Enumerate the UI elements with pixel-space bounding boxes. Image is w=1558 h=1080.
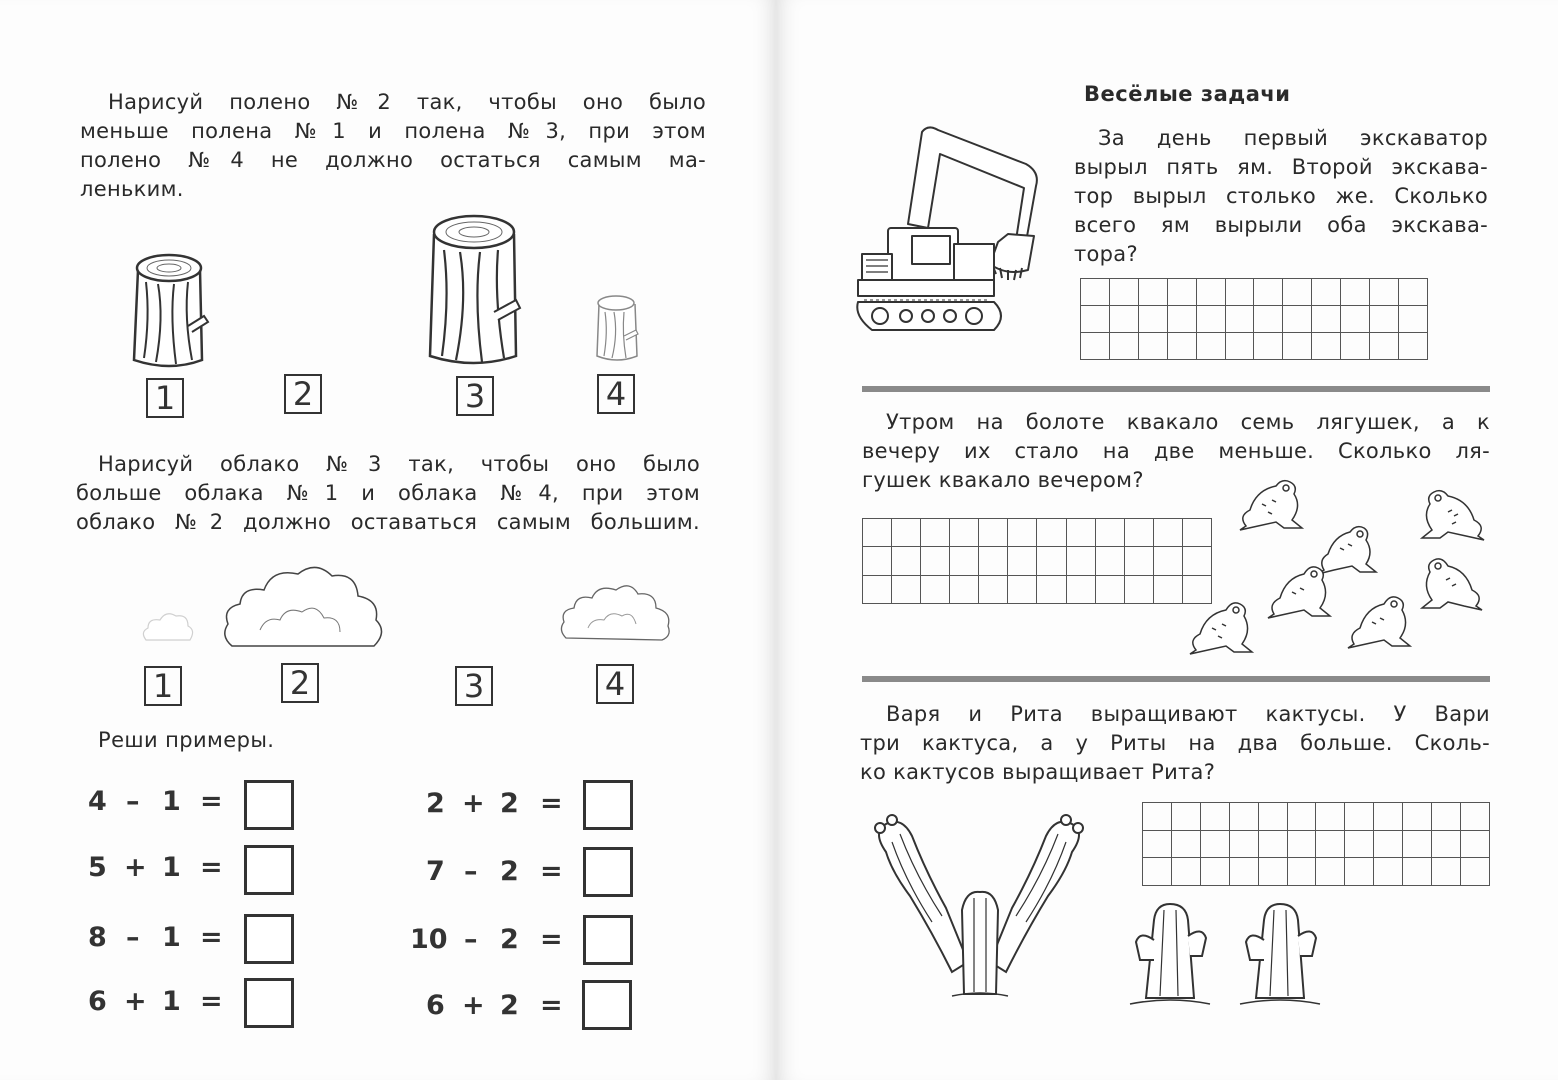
log-stump-icon	[130, 248, 210, 370]
cloud-number-2: 2	[281, 663, 319, 703]
task-frogs-text	[862, 408, 1490, 495]
page-title: Весёлые задачи	[1084, 82, 1291, 106]
log-number-4: 4	[597, 374, 635, 414]
equation	[410, 856, 570, 890]
operand: 6	[426, 990, 445, 1021]
equals: =	[540, 856, 563, 887]
text-line: меньше полена №1 и полена №3, при этом	[80, 119, 706, 143]
frog-icon	[1236, 476, 1310, 534]
cloud-icon	[140, 610, 196, 644]
answer-grid[interactable]	[1142, 802, 1490, 886]
equation	[88, 786, 228, 820]
log-number-1: 1	[146, 378, 184, 418]
task-logs-text	[80, 88, 706, 204]
cloud-number-1: 1	[144, 666, 182, 706]
operand: 10	[410, 924, 448, 955]
cloud-icon	[220, 560, 388, 656]
equals: =	[200, 922, 223, 953]
frog-icon	[1412, 484, 1488, 544]
left-page	[0, 0, 776, 1080]
operand: 1	[162, 786, 181, 817]
equals: =	[200, 852, 223, 883]
answer-grid[interactable]	[862, 518, 1212, 604]
text-line: всего ям вырыли оба экскава-	[1074, 213, 1488, 237]
section-divider	[862, 676, 1490, 682]
equals: =	[540, 990, 563, 1021]
answer-box[interactable]	[583, 780, 633, 830]
log-stump-icon	[424, 208, 526, 368]
operand: 5	[88, 852, 107, 883]
answer-grid[interactable]	[1080, 278, 1428, 360]
operator: +	[124, 852, 147, 883]
operand: 2	[426, 788, 445, 819]
equals: =	[200, 786, 223, 817]
answer-box[interactable]	[244, 978, 294, 1028]
text-line: больше облака №1 и облака №4, при этом	[76, 481, 700, 505]
text-line: полено №4 не должно остаться самым ма-	[80, 148, 706, 172]
operand: 4	[88, 786, 107, 817]
answer-box[interactable]	[244, 914, 294, 964]
operator: +	[462, 990, 485, 1021]
operand: 1	[162, 852, 181, 883]
equation	[410, 990, 570, 1024]
equals: =	[540, 788, 563, 819]
cactus-icon	[1120, 900, 1216, 1010]
frog-icon	[1412, 550, 1486, 614]
right-page	[776, 0, 1558, 1080]
operator: –	[126, 786, 140, 817]
operand: 2	[500, 788, 519, 819]
log-stump-icon	[594, 292, 640, 364]
text-line: Утром на болоте квакало семь лягушек, а к	[886, 410, 1490, 434]
task-excavator-text	[1074, 124, 1488, 269]
cactus-icon	[1230, 900, 1326, 1010]
text-line: За день первый экскаватор	[1098, 126, 1488, 150]
text-line: облако №2 должно оставаться самым большим.	[76, 510, 700, 534]
operator: –	[126, 922, 140, 953]
operand: 2	[500, 990, 519, 1021]
cloud-icon	[558, 580, 672, 646]
equation	[88, 922, 228, 956]
frog-icon	[1186, 596, 1262, 658]
operator: –	[464, 924, 478, 955]
operator: +	[124, 986, 147, 1017]
answer-box[interactable]	[582, 980, 632, 1030]
operator: –	[464, 856, 478, 887]
answer-box[interactable]	[583, 915, 633, 965]
answer-box[interactable]	[244, 845, 294, 895]
section-divider	[862, 386, 1490, 392]
equals: =	[200, 986, 223, 1017]
equals: =	[540, 924, 563, 955]
operand: 2	[500, 924, 519, 955]
equation	[88, 852, 228, 886]
operand: 6	[88, 986, 107, 1017]
frog-icon	[1266, 560, 1338, 622]
text-line: Варя и Рита выращивают кактусы. У Вари	[886, 702, 1490, 726]
excavator-icon	[858, 124, 1054, 346]
log-number-2: 2	[284, 374, 322, 414]
text-line: вечеру их стало на две меньше. Сколько ля-	[862, 439, 1490, 463]
frog-icon	[1346, 592, 1418, 652]
equation	[88, 986, 228, 1020]
operand: 7	[426, 856, 445, 887]
text-line: тора?	[1074, 242, 1138, 266]
text-line: гушек квакало вечером?	[862, 468, 1144, 492]
operand: 1	[162, 922, 181, 953]
answer-box[interactable]	[244, 780, 294, 830]
text-line: Нарисуй полено №2 так, чтобы оно было	[108, 90, 706, 114]
answer-box[interactable]	[583, 847, 633, 897]
equation	[410, 788, 570, 822]
operand: 2	[500, 856, 519, 887]
text-line: вырыл пять ям. Второй экскава-	[1074, 155, 1488, 179]
cactus-icon	[862, 812, 1098, 1002]
task-clouds-text	[76, 450, 700, 537]
text-line: тор вырыл столько же. Сколько	[1074, 184, 1488, 208]
cloud-number-4: 4	[596, 664, 634, 704]
text-line: Нарисуй облако №3 так, чтобы оно было	[98, 452, 700, 476]
equation	[410, 924, 570, 958]
task-cacti-text	[860, 700, 1490, 787]
text-line: ко кактусов выращивает Рита?	[860, 760, 1216, 784]
log-number-3: 3	[456, 376, 494, 416]
text-line: три кактуса, а у Риты на два больше. Сколь-	[860, 731, 1490, 755]
operator: +	[462, 788, 485, 819]
operand: 8	[88, 922, 107, 953]
cloud-number-3: 3	[455, 666, 493, 706]
examples-heading: Реши примеры.	[98, 728, 275, 752]
text-line: леньким.	[80, 177, 184, 201]
operand: 1	[162, 986, 181, 1017]
